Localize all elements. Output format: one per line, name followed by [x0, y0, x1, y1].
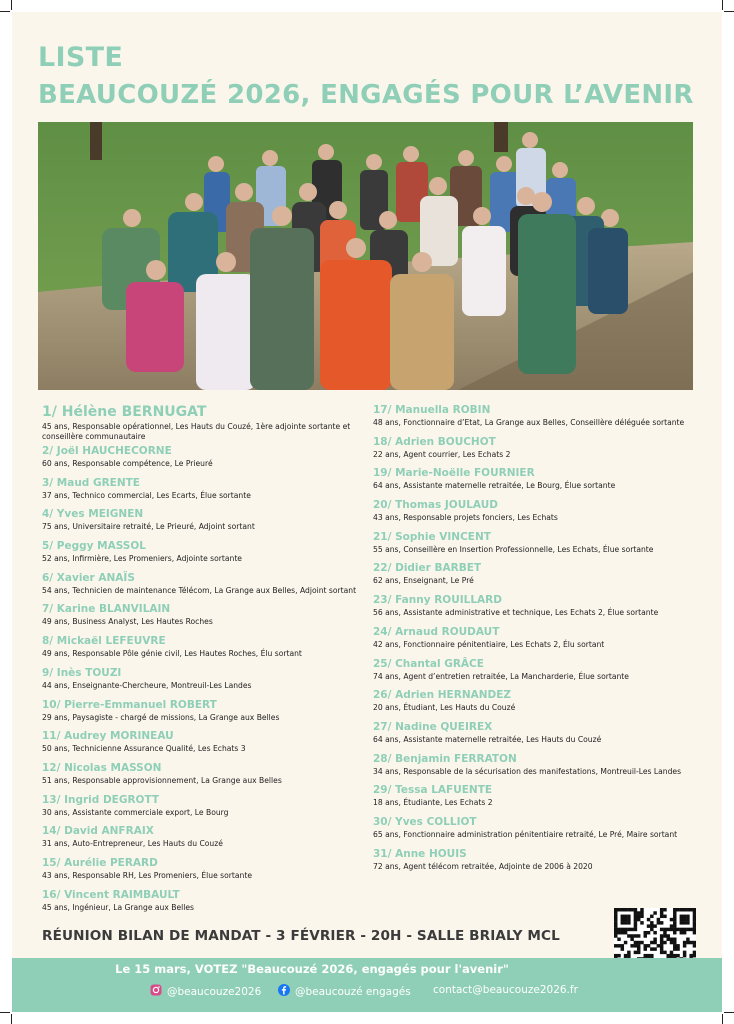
candidate-description: 64 ans, Assistante maternelle retraitée, Les Hauts du Couzé [373, 734, 602, 744]
candidate-entry [42, 445, 367, 477]
candidate-entry [373, 816, 713, 848]
candidate-description: 55 ans, Conseillère en Insertion Professionnelle, Les Echats, Élue sortante [373, 544, 654, 554]
email-link[interactable] [433, 984, 578, 996]
candidate-entry [373, 848, 713, 880]
candidate-name: 12/ Nicolas MASSON [42, 761, 162, 774]
crop-mark [722, 0, 723, 10]
candidate-name: 2/ Joël HAUCHECORNE [42, 445, 172, 457]
candidate-entry [373, 626, 713, 658]
instagram-icon [150, 984, 162, 999]
candidate-description: 22 ans, Agent courrier, Les Echats 2 [373, 449, 511, 459]
candidate-description: 45 ans, Responsable opérationnel, Les Hauts du Couzé, 1ère adjointe sortante et conseillère communautaire [42, 422, 351, 441]
candidate-entry [42, 699, 367, 731]
candidate-description: 20 ans, Étudiant, Les Hauts du Couzé [373, 703, 516, 713]
crop-mark [724, 1012, 734, 1013]
candidate-description: 31 ans, Auto-Entrepreneur, Les Hauts du Couzé [42, 839, 223, 849]
candidate-name: 16/ Vincent RAIMBAULT [42, 888, 180, 901]
candidate-name: 24/ Arnaud ROUDAUT [373, 625, 500, 638]
crop-mark [0, 1012, 10, 1013]
facebook-link[interactable] [278, 984, 411, 999]
candidate-name: 13/ Ingrid DEGROTT [42, 793, 160, 806]
group-photo [38, 122, 693, 390]
candidate-description: 43 ans, Responsable RH, Les Promeniers, Élue sortante [42, 870, 252, 880]
candidate-entry [42, 730, 367, 762]
candidate-name: 7/ Karine BLANVILAIN [42, 603, 171, 616]
candidate-entry [373, 594, 713, 626]
candidate-entry [42, 667, 367, 699]
candidate-entry [373, 562, 713, 594]
candidate-description: 29 ans, Paysagiste - chargé de missions, La Grange aux Belles [42, 712, 280, 722]
candidate-name: 18/ Adrien BOUCHOT [373, 435, 496, 448]
crop-mark [724, 11, 734, 12]
candidate-description: 30 ans, Assistante commerciale export, Le Bourg [42, 807, 229, 817]
candidate-name: 19/ Marie-Noëlle FOURNIER [373, 467, 535, 480]
candidate-description: 37 ans, Technico commercial, Les Ecarts, Élue sortante [42, 490, 251, 500]
candidate-name: 30/ Yves COLLIOT [373, 815, 477, 828]
facebook-handle: @beaucouzé engagés [295, 985, 411, 998]
candidate-entry [42, 762, 367, 794]
candidate-description: 65 ans, Fonctionnaire administration pénitentiaire retraité, Le Pré, Maire sortant [373, 829, 678, 839]
candidate-description: 62 ans, Enseignant, Le Pré [373, 576, 474, 586]
candidate-name: 5/ Peggy MASSOL [42, 540, 146, 553]
crop-mark [0, 11, 10, 12]
flyer-sheet [12, 12, 722, 1012]
candidate-entry [42, 603, 367, 635]
candidate-name: 28/ Benjamin FERRATON [373, 752, 517, 765]
candidate-description: 51 ans, Responsable approvisionnement, La Grange aux Belles [42, 775, 282, 785]
candidate-entry [373, 784, 713, 816]
candidate-description: 49 ans, Responsable Pôle génie civil, Les Hautes Roches, Élu sortant [42, 649, 302, 659]
candidate-entry [42, 889, 367, 921]
candidate-description: 42 ans, Fonctionnaire pénitentiaire, Les Echats 2, Élu sortant [373, 639, 605, 649]
candidate-description: 50 ans, Technicienne Assurance Qualité, Les Echats 3 [42, 744, 246, 754]
candidate-description: 34 ans, Responsable de la sécurisation des manifestations, Montreuil-Les Landes [373, 766, 682, 776]
candidate-entry [42, 825, 367, 857]
candidate-name: 22/ Didier BARBET [373, 562, 482, 575]
candidate-description: 48 ans, Fonctionnaire d’Etat, La Grange aux Belles, Conseillère déléguée sortante [373, 418, 685, 427]
candidate-entry [373, 753, 713, 785]
candidate-entry [42, 857, 367, 889]
crop-mark [722, 1014, 723, 1024]
candidate-entry [373, 404, 713, 436]
candidate-description: 74 ans, Agent d’entretien retraitée, La Mancharderie, Élue sortante [373, 671, 629, 681]
candidates-column-left [42, 404, 367, 920]
candidate-name: 14/ David ANFRAIX [42, 825, 154, 838]
candidate-description: 45 ans, Ingénieur, La Grange aux Belles [42, 902, 195, 912]
candidate-entry [42, 794, 367, 826]
candidate-name: 6/ Xavier ANAÏS [42, 571, 135, 584]
candidate-entry [42, 508, 367, 540]
candidate-name: 15/ Aurélie PERARD [42, 856, 158, 869]
candidate-entry [373, 467, 713, 499]
candidate-description: 75 ans, Universitaire retraité, Le Prieuré, Adjoint sortant [42, 522, 255, 532]
candidate-description: 64 ans, Assistante maternelle retraitée, Le Bourg, Élue sortante [373, 481, 616, 491]
title-liste: LISTE [38, 42, 124, 73]
candidate-entry [42, 477, 367, 509]
candidates-column-right [373, 404, 713, 879]
candidate-description: 43 ans, Responsable projets fonciers, Les Echats [373, 513, 558, 523]
email-address: contact@beaucouze2026.fr [433, 984, 578, 996]
candidate-description: 60 ans, Responsable compétence, Le Prieuré [42, 459, 213, 468]
candidate-name: 29/ Tessa LAFUENTE [373, 784, 493, 797]
candidate-name: 8/ Mickaël LEFEUVRE [42, 635, 166, 648]
candidate-name: 26/ Adrien HERNANDEZ [373, 689, 512, 702]
candidate-name: 11/ Audrey MORINEAU [42, 730, 174, 743]
crop-mark [11, 1014, 12, 1024]
candidate-entry [42, 540, 367, 572]
candidate-entry [373, 499, 713, 531]
footer-banner [12, 958, 722, 1012]
title-list-name: BEAUCOUZÉ 2026, ENGAGÉS POUR L’AVENIR [38, 80, 694, 110]
candidate-name: 3/ Maud GRENTE [42, 476, 140, 489]
candidate-description: 52 ans, Infirmière, Les Promeniers, Adjointe sortante [42, 554, 242, 564]
instagram-link[interactable] [150, 984, 261, 999]
candidate-entry [373, 658, 713, 690]
candidate-name: 17/ Manuella ROBIN [373, 404, 491, 416]
candidate-name: 27/ Nadine QUEIREX [373, 720, 493, 733]
vote-call: Le 15 mars, VOTEZ "Beaucouzé 2026, engagés pour l'avenir" [115, 962, 509, 976]
candidate-description: 56 ans, Assistante administrative et technique, Les Echats 2, Élue sortante [373, 608, 659, 618]
candidate-description: 49 ans, Business Analyst, Les Hautes Roches [42, 617, 213, 627]
candidate-name: 25/ Chantal GRÂCE [373, 657, 484, 670]
crop-mark [11, 0, 12, 10]
candidate-name: 1/ Hélène BERNUGAT [42, 404, 207, 420]
candidate-name: 23/ Fanny ROUILLARD [373, 594, 502, 607]
candidate-entry [373, 689, 713, 721]
candidate-entry [42, 635, 367, 667]
candidate-name: 10/ Pierre-Emmanuel ROBERT [42, 698, 217, 711]
candidate-description: 18 ans, Étudiante, Les Echats 2 [373, 798, 493, 808]
candidate-name: 31/ Anne HOUIS [373, 847, 467, 860]
candidate-name: 4/ Yves MEIGNEN [42, 508, 144, 521]
candidate-name: 20/ Thomas JOULAUD [373, 499, 498, 512]
facebook-icon [278, 984, 290, 999]
candidate-description: 44 ans, Enseignante-Chercheure, Montreuil-Les Landes [42, 680, 252, 690]
instagram-handle: @beaucouze2026 [167, 985, 262, 998]
candidate-entry [373, 436, 713, 468]
candidate-entry [373, 721, 713, 753]
candidate-name: 21/ Sophie VINCENT [373, 530, 491, 543]
meeting-announcement: RÉUNION BILAN DE MANDAT - 3 FÉVRIER - 20H - SALLE BRIALY MCL [42, 928, 560, 944]
candidate-description: 54 ans, Technicien de maintenance Télécom, La Grange aux Belles, Adjoint sortant [42, 585, 357, 595]
candidate-entry [42, 572, 367, 604]
candidate-entry [42, 404, 367, 445]
candidate-entry [373, 531, 713, 563]
candidate-name: 9/ Inès TOUZI [42, 666, 122, 679]
candidate-description: 72 ans, Agent télécom retraitée, Adjointe de 2006 à 2020 [373, 861, 593, 871]
